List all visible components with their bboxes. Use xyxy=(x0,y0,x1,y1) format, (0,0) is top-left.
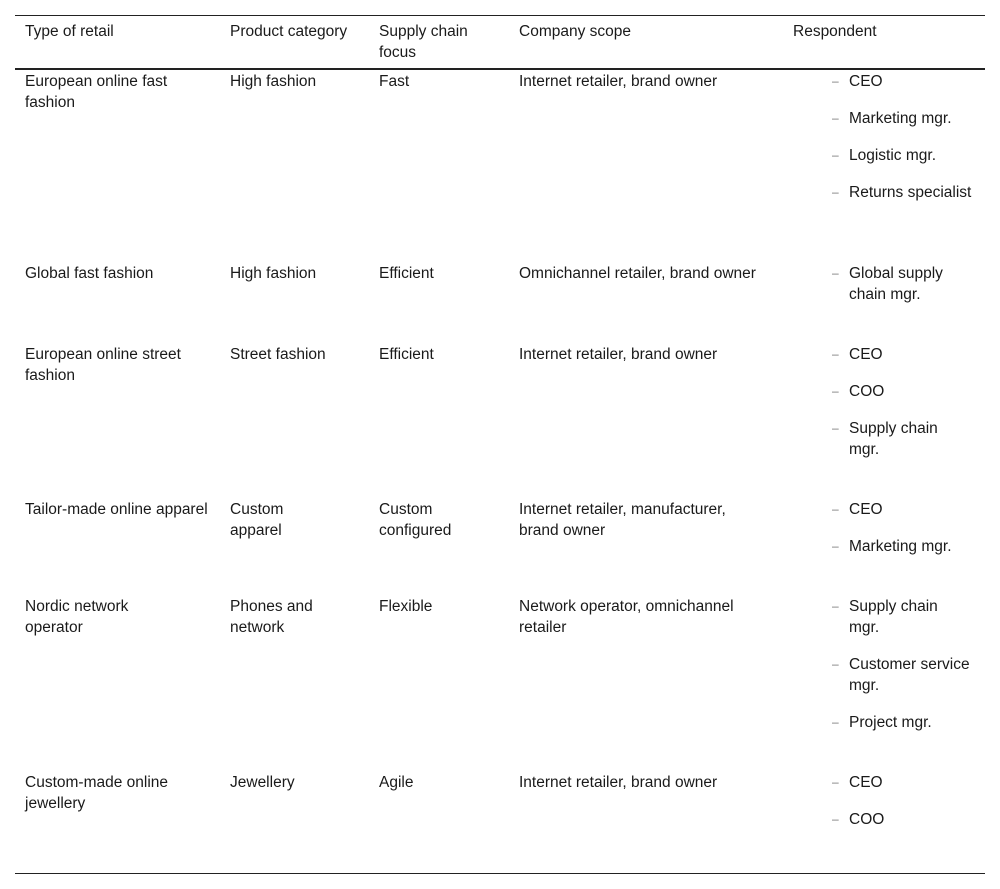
cell-category: High fashion xyxy=(230,265,317,282)
list-item xyxy=(832,712,972,733)
cell-focus: Flexible xyxy=(379,598,433,615)
cell-type: European online fast fashion xyxy=(25,73,168,111)
bullet-dash: – xyxy=(832,148,839,162)
bullet-dash: – xyxy=(832,185,839,199)
cell-type: Custom-made online jewellery xyxy=(25,774,169,812)
cell-category: Street fashion xyxy=(230,346,326,363)
cell-focus: Custom configured xyxy=(379,501,452,539)
header-product-category: Product category xyxy=(230,23,348,40)
cell-scope: Omnichannel retailer, brand owner xyxy=(519,265,756,282)
bullet-dash: – xyxy=(832,599,839,613)
respondent-label: Supply chain mgr. xyxy=(849,598,938,636)
respondent-label: Global supply chain mgr. xyxy=(849,265,943,303)
list-item xyxy=(832,499,972,520)
table-top-rule xyxy=(15,15,985,16)
cell-focus: Agile xyxy=(379,774,414,791)
bullet-dash: – xyxy=(832,775,839,789)
bullet-dash: – xyxy=(832,539,839,553)
respondent-label: COO xyxy=(849,811,885,828)
respondent-label: Marketing mgr. xyxy=(849,538,952,555)
bullet-dash: – xyxy=(832,74,839,88)
respondent-label: CEO xyxy=(849,73,883,90)
cell-type: Nordic network operator xyxy=(25,598,129,636)
respondent-label: Returns specialist xyxy=(849,184,972,201)
respondent-label: Supply chain mgr. xyxy=(849,420,938,458)
list-item xyxy=(832,145,972,166)
header-type-of-retail: Type of retail xyxy=(25,23,114,40)
respondent-list xyxy=(832,772,972,846)
respondent-label: Logistic mgr. xyxy=(849,147,937,164)
cell-type: Global fast fashion xyxy=(25,265,154,282)
bullet-dash: – xyxy=(832,347,839,361)
respondent-label: COO xyxy=(849,383,885,400)
cell-scope: Internet retailer, brand owner xyxy=(519,346,718,363)
list-item xyxy=(832,381,972,402)
list-item xyxy=(832,772,972,793)
bullet-dash: – xyxy=(832,812,839,826)
cell-category: High fashion xyxy=(230,73,317,90)
cell-scope: Internet retailer, brand owner xyxy=(519,73,718,90)
respondent-label: Project mgr. xyxy=(849,714,932,731)
cell-focus: Efficient xyxy=(379,346,434,363)
bullet-dash: – xyxy=(832,421,839,435)
list-item xyxy=(832,596,972,638)
cell-scope: Internet retailer, brand owner xyxy=(519,774,718,791)
list-item xyxy=(832,418,972,460)
list-item xyxy=(832,71,972,92)
cell-type: Tailor-made online apparel xyxy=(25,501,208,518)
table-bottom-rule xyxy=(15,873,985,874)
bullet-dash: – xyxy=(832,266,839,280)
list-item xyxy=(832,182,972,203)
respondent-list xyxy=(832,71,972,219)
respondent-list xyxy=(832,344,972,476)
respondent-label: CEO xyxy=(849,501,883,518)
table-header-rule xyxy=(15,68,985,70)
respondent-list xyxy=(832,596,972,749)
list-item xyxy=(832,536,972,557)
list-item xyxy=(832,263,972,305)
bullet-dash: – xyxy=(832,715,839,729)
cell-category: Phones and network xyxy=(230,598,313,636)
bullet-dash: – xyxy=(832,111,839,125)
bullet-dash: – xyxy=(832,502,839,516)
cell-category: Custom apparel xyxy=(230,501,284,539)
cell-focus: Efficient xyxy=(379,265,434,282)
respondent-label: Marketing mgr. xyxy=(849,110,952,127)
respondent-list xyxy=(832,499,972,573)
cell-type: European online street fashion xyxy=(25,346,181,384)
list-item xyxy=(832,108,972,129)
cell-scope: Network operator, omnichannel retailer xyxy=(519,598,734,636)
header-company-scope: Company scope xyxy=(519,23,632,40)
list-item xyxy=(832,809,972,830)
respondent-label: Customer service mgr. xyxy=(849,656,970,694)
list-item xyxy=(832,344,972,365)
header-respondent: Respondent xyxy=(793,23,877,40)
cell-scope: Internet retailer, manufacturer, brand owner xyxy=(519,501,726,539)
bullet-dash: – xyxy=(832,657,839,671)
list-item xyxy=(832,654,972,696)
respondent-label: CEO xyxy=(849,774,883,791)
respondent-label: CEO xyxy=(849,346,883,363)
bullet-dash: – xyxy=(832,384,839,398)
cell-focus: Fast xyxy=(379,73,410,90)
cell-category: Jewellery xyxy=(230,774,295,791)
respondent-list xyxy=(832,263,972,321)
header-supply-chain-focus: Supply chain focus xyxy=(379,23,468,61)
